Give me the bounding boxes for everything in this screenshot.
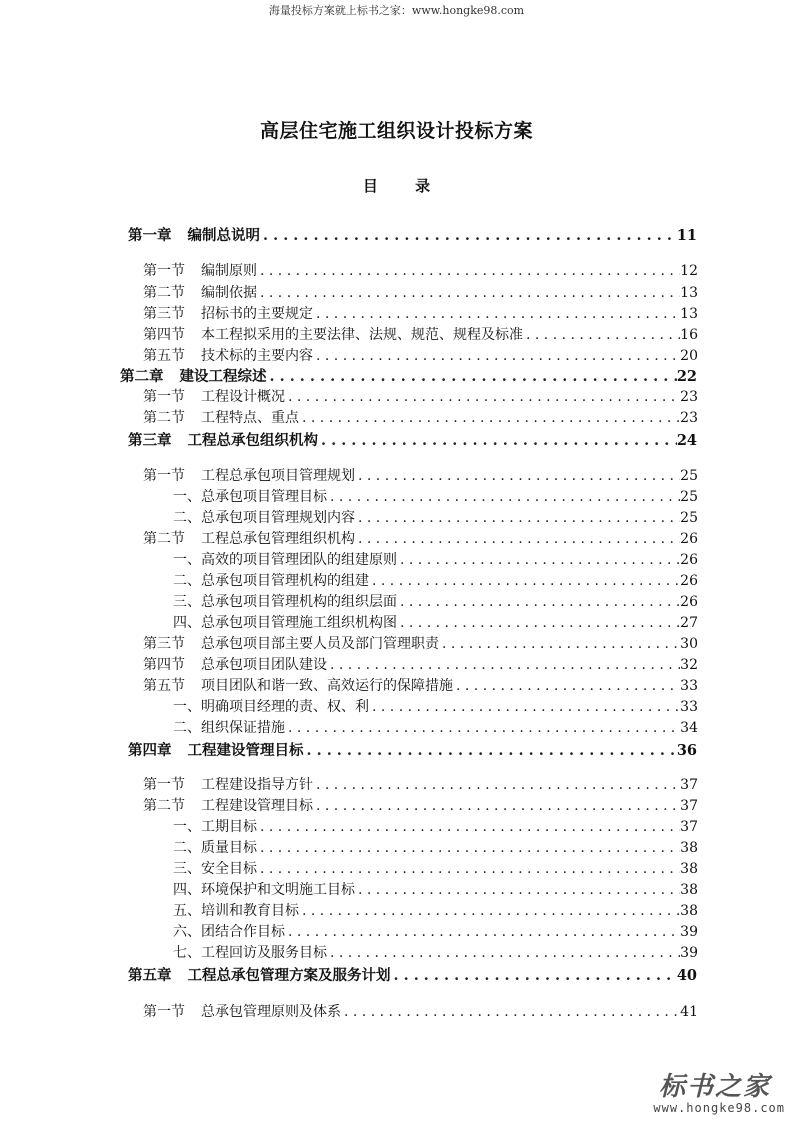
toc-entry-label: 工程总承包项目管理规划 <box>201 468 355 484</box>
toc-dot-leader <box>313 774 680 796</box>
toc-section-entry[interactable] <box>143 528 698 550</box>
toc-chapter-entry[interactable] <box>128 430 697 452</box>
toc-page-number: 38 <box>680 882 698 898</box>
toc-item-entry[interactable] <box>173 591 698 613</box>
toc-page-number: 33 <box>680 699 698 715</box>
toc-item-entry[interactable] <box>173 942 698 964</box>
toc-dot-leader <box>341 1001 680 1023</box>
toc-page-number: 26 <box>680 531 698 547</box>
toc-entry-label: 总承包项目部主要人员及部门管理职责 <box>201 636 439 652</box>
toc-page-number: 13 <box>680 306 698 322</box>
toc-entry-number: 第一节 <box>143 1004 185 1020</box>
toc-dot-leader <box>257 282 680 304</box>
toc-section-entry[interactable] <box>143 282 698 304</box>
toc-page-number: 25 <box>680 468 698 484</box>
toc-page-number: 38 <box>680 861 698 877</box>
toc-entry-number: 第二节 <box>143 410 185 426</box>
toc-page-number: 41 <box>680 1004 698 1020</box>
toc-chapter-entry[interactable] <box>120 366 697 388</box>
toc-dot-leader <box>285 921 680 943</box>
toc-entry-number: 第五节 <box>143 678 185 694</box>
toc-entry-label: 七、工程回访及服务目标 <box>173 945 327 961</box>
toc-entry-label: 总承包项目团队建设 <box>201 657 327 673</box>
document-title: 高层住宅施工组织设计投标方案 <box>259 120 533 142</box>
toc-entry-number: 第一节 <box>143 389 185 405</box>
toc-page-number: 13 <box>680 285 698 301</box>
toc-item-entry[interactable] <box>173 549 698 571</box>
toc-entry-label: 工程建设指导方针 <box>201 777 313 793</box>
toc-entry-number: 第二节 <box>143 285 185 301</box>
toc-entry-number: 第五节 <box>143 348 185 364</box>
toc-dot-leader <box>453 675 680 697</box>
toc-page-number: 22 <box>676 368 697 385</box>
toc-entry-label: 二、质量目标 <box>173 840 257 856</box>
toc-dot-leader <box>439 633 680 655</box>
toc-entry-number: 第二章 <box>120 368 164 385</box>
toc-entry-label: 三、总承包项目管理机构的组织层面 <box>173 594 397 610</box>
toc-entry-label: 一、明确项目经理的责、权、利 <box>173 699 369 715</box>
toc-dot-leader <box>313 345 680 367</box>
toc-section-entry[interactable] <box>143 465 698 487</box>
toc-entry-number: 第三节 <box>143 306 185 322</box>
toc-page-number: 24 <box>676 432 697 449</box>
toc-page-number: 27 <box>680 615 698 631</box>
toc-dot-leader <box>397 591 680 613</box>
toc-entry-label: 工程建设管理目标 <box>187 742 304 759</box>
toc-page-number: 33 <box>680 678 698 694</box>
toc-entry-label: 工程特点、重点 <box>201 410 299 426</box>
toc-page-number: 16 <box>680 327 698 343</box>
toc-page-number: 34 <box>680 720 698 736</box>
toc-page-number: 38 <box>680 840 698 856</box>
toc-dot-leader <box>260 225 677 247</box>
brand-url: www.hongke98.com <box>653 1101 785 1115</box>
toc-entry-number: 第一节 <box>143 777 185 793</box>
watermark-header: 海量投标方案就上标书之家：www.hongke98.com <box>268 4 525 17</box>
toc-entry-number: 第三节 <box>143 636 185 652</box>
toc-page-number: 38 <box>680 903 698 919</box>
toc-entry-label: 二、总承包项目管理规划内容 <box>173 510 355 526</box>
toc-page-number: 25 <box>680 510 698 526</box>
toc-entry-number: 第一节 <box>143 263 185 279</box>
toc-entry-label: 编制原则 <box>201 263 257 279</box>
toc-dot-leader <box>257 816 680 838</box>
toc-section-entry[interactable] <box>143 345 698 367</box>
toc-entry-label: 三、安全目标 <box>173 861 257 877</box>
toc-entry-label: 二、总承包项目管理机构的组建 <box>173 573 369 589</box>
toc-entry-label: 六、团结合作目标 <box>173 924 285 940</box>
toc-dot-leader <box>355 507 680 529</box>
toc-section-entry[interactable] <box>143 654 698 676</box>
toc-page-number: 23 <box>680 389 698 405</box>
toc-page-number: 37 <box>680 798 698 814</box>
toc-item-entry[interactable] <box>173 717 698 739</box>
toc-page-number: 39 <box>680 945 698 961</box>
toc-entry-number: 第五章 <box>128 967 172 984</box>
toc-dot-leader <box>355 465 680 487</box>
toc-dot-leader <box>391 965 677 987</box>
toc-entry-number: 第三章 <box>128 432 172 449</box>
toc-dot-leader <box>397 612 680 634</box>
toc-chapter-entry[interactable] <box>128 740 697 762</box>
toc-section-entry[interactable] <box>143 303 698 325</box>
toc-dot-leader <box>523 324 680 346</box>
toc-dot-leader <box>327 942 680 964</box>
toc-section-entry[interactable] <box>143 633 698 655</box>
toc-entry-label: 一、总承包项目管理目标 <box>173 489 327 505</box>
toc-entry-label: 工程总承包组织机构 <box>187 432 318 449</box>
toc-entry-label: 编制依据 <box>201 285 257 301</box>
toc-dot-leader <box>318 430 677 452</box>
toc-page-number: 40 <box>676 967 697 984</box>
toc-page-number: 25 <box>680 489 698 505</box>
toc-section-entry[interactable] <box>143 324 698 346</box>
toc-dot-leader <box>285 717 680 739</box>
toc-dot-leader <box>257 260 680 282</box>
toc-entry-number: 第一节 <box>143 468 185 484</box>
toc-dot-leader <box>285 386 680 408</box>
toc-page-number: 26 <box>680 552 698 568</box>
toc-section-entry[interactable] <box>143 675 698 697</box>
toc-entry-number: 第一章 <box>128 227 172 244</box>
toc-page-number: 26 <box>680 594 698 610</box>
toc-item-entry[interactable] <box>173 816 698 838</box>
toc-dot-leader <box>299 407 680 429</box>
toc-entry-label: 工程总承包管理组织机构 <box>201 531 355 547</box>
toc-entry-number: 第四章 <box>128 742 172 759</box>
toc-dot-leader <box>369 570 680 592</box>
toc-chapter-entry[interactable] <box>128 225 697 247</box>
toc-dot-leader <box>355 879 680 901</box>
toc-section-entry[interactable] <box>143 774 698 796</box>
toc-page-number: 32 <box>680 657 698 673</box>
toc-dot-leader <box>355 528 680 550</box>
toc-heading: 目 录 <box>362 177 447 195</box>
toc-page-number: 37 <box>680 777 698 793</box>
toc-section-entry[interactable] <box>143 260 698 282</box>
toc-item-entry[interactable] <box>173 507 698 529</box>
toc-dot-leader <box>313 795 680 817</box>
toc-page-number: 30 <box>680 636 698 652</box>
toc-chapter-entry[interactable] <box>128 965 697 987</box>
toc-entry-label: 二、组织保证措施 <box>173 720 285 736</box>
toc-entry-label: 五、培训和教育目标 <box>173 903 299 919</box>
toc-page-number: 12 <box>680 263 698 279</box>
toc-entry-label: 本工程拟采用的主要法律、法规、规范、规程及标准 <box>201 327 523 343</box>
toc-entry-label: 工程设计概况 <box>201 389 285 405</box>
brand-stamp: 标书之家 <box>658 1072 771 1102</box>
toc-section-entry[interactable] <box>143 386 698 408</box>
toc-dot-leader <box>327 654 680 676</box>
toc-page-number: 20 <box>680 348 698 364</box>
toc-entry-label: 一、高效的项目管理团队的组建原则 <box>173 552 397 568</box>
toc-dot-leader <box>327 486 680 508</box>
toc-page-number: 39 <box>680 924 698 940</box>
toc-entry-label: 总承包管理原则及体系 <box>201 1004 341 1020</box>
toc-page-number: 26 <box>680 573 698 589</box>
toc-entry-number: 第二节 <box>143 798 185 814</box>
toc-entry-label: 技术标的主要内容 <box>201 348 313 364</box>
toc-item-entry[interactable] <box>173 879 698 901</box>
toc-entry-label: 编制总说明 <box>187 227 260 244</box>
toc-dot-leader <box>257 837 680 859</box>
toc-item-entry[interactable] <box>173 837 698 859</box>
toc-page-number: 11 <box>676 227 697 244</box>
toc-entry-label: 一、工期目标 <box>173 819 257 835</box>
toc-item-entry[interactable] <box>173 570 698 592</box>
toc-item-entry[interactable] <box>173 696 698 718</box>
toc-item-entry[interactable] <box>173 486 698 508</box>
toc-dot-leader <box>313 303 680 325</box>
toc-dot-leader <box>267 366 677 388</box>
toc-page-number: 37 <box>680 819 698 835</box>
toc-page-number: 23 <box>680 410 698 426</box>
toc-entry-label: 工程建设管理目标 <box>201 798 313 814</box>
toc-dot-leader <box>299 900 680 922</box>
toc-entry-number: 第四节 <box>143 327 185 343</box>
toc-entry-number: 第四节 <box>143 657 185 673</box>
toc-section-entry[interactable] <box>143 407 698 429</box>
toc-entry-label: 项目团队和谐一致、高效运行的保障措施 <box>201 678 453 694</box>
toc-entry-label: 工程总承包管理方案及服务计划 <box>187 967 391 984</box>
toc-entry-label: 招标书的主要规定 <box>201 306 313 322</box>
toc-entry-label: 四、环境保护和文明施工目标 <box>173 882 355 898</box>
toc-dot-leader <box>257 858 680 880</box>
toc-item-entry[interactable] <box>173 900 698 922</box>
toc-item-entry[interactable] <box>173 612 698 634</box>
toc-section-entry[interactable] <box>143 1001 698 1023</box>
toc-dot-leader <box>304 740 677 762</box>
toc-item-entry[interactable] <box>173 921 698 943</box>
toc-entry-label: 四、总承包项目管理施工组织机构图 <box>173 615 397 631</box>
toc-page-number: 36 <box>676 742 697 759</box>
toc-entry-number: 第二节 <box>143 531 185 547</box>
toc-dot-leader <box>369 696 680 718</box>
toc-item-entry[interactable] <box>173 858 698 880</box>
toc-dot-leader <box>397 549 680 571</box>
toc-entry-label: 建设工程综述 <box>179 368 267 385</box>
toc-section-entry[interactable] <box>143 795 698 817</box>
